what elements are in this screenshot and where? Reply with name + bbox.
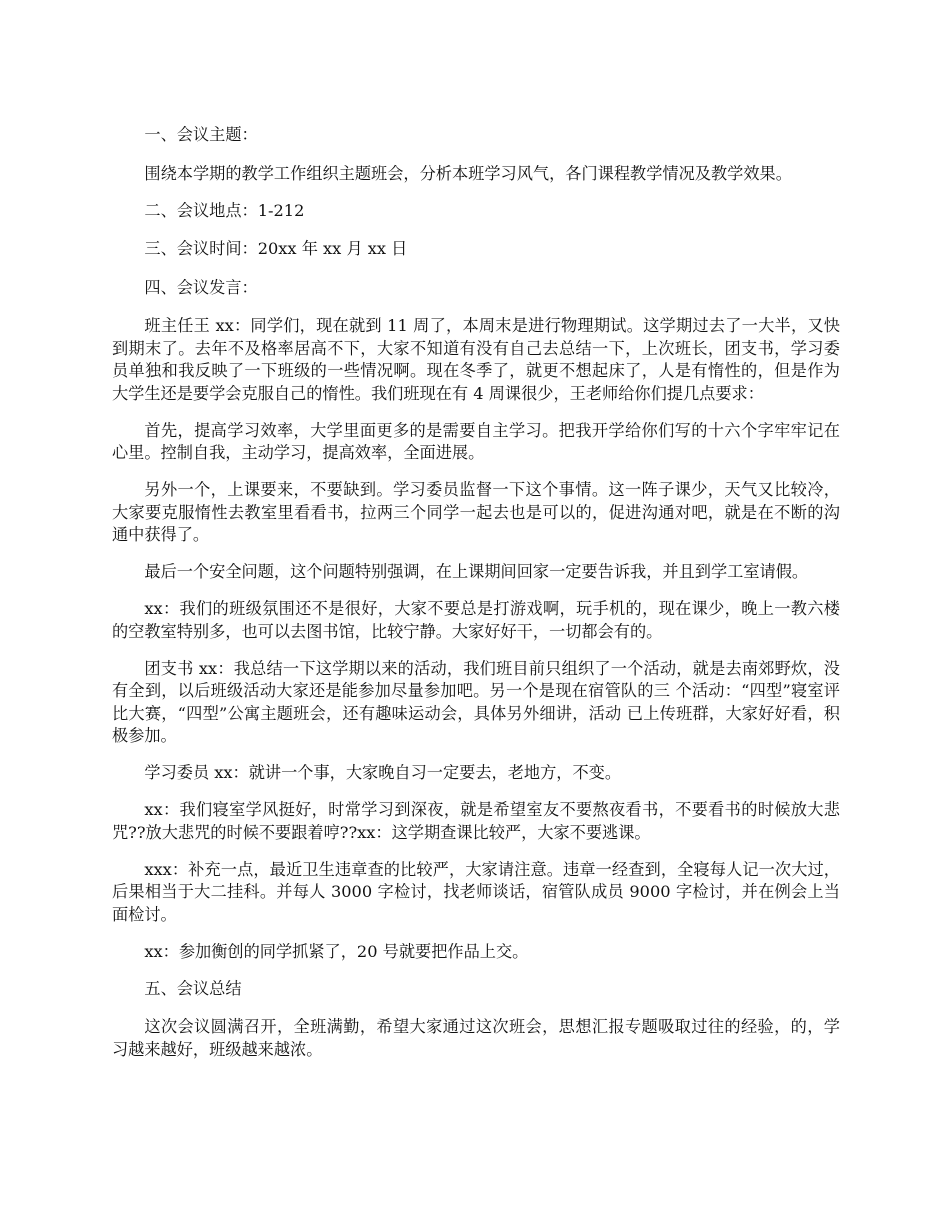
speech-paragraph-class-atmosphere: xx：我们的班级氛围还不是很好，大家不要总是打游戏啊，玩手机的，现在课少，晚上一教六楼的空教室特别多，也可以去图书馆，比较宁静。大家好好干，一切都会有的。 — [112, 599, 840, 641]
section-heading-speeches: 四、会议发言： — [144, 277, 258, 297]
speech-paragraph-dorm: xx：我们寝室学风挺好，时常学习到深夜，就是希望室友不要熬夜看书，不要看书的时候放大悲咒??放大悲咒的时候不要跟着哼??xx：这学期查课比较严，大家不要逃课。 — [112, 800, 840, 842]
section-heading-time: 三、会议时间：20xx 年 xx 月 xx 日 — [144, 239, 408, 258]
speech-paragraph-competition: xx：参加衡创的同学抓紧了，20 号就要把作品上交。 — [144, 941, 529, 961]
section-heading-summary: 五、会议总结 — [144, 978, 242, 998]
speech-paragraph-study-committee: 学习委员 xx：就讲一个事，大家晚自习一定要去，老地方，不变。 — [144, 763, 622, 782]
speech-paragraph-hygiene: xxx：补充一点，最近卫生违章查的比较严，大家请注意。违章一经查到，全寝每人记一次大过，后果相当于大二挂科。并每人 3000 字检讨，找老师谈话，宿管队成员 9000 字检讨，并在例会上当面检讨。 — [112, 859, 840, 924]
speech-paragraph-league-secretary: 团支书 xx：我总结一下这学期以来的活动，我们班目前只组织了一个活动，就是去南郊野炊，没有全到，以后班级活动大家还是能参加尽量参加吧。另一个是现在宿管队的三 个活动：“四型”寝室评比大赛，“四型”公寓主题班会，还有趣味运动会，具体另外细讲，活动 已上传班群，大家好好看，积极参加。 — [112, 658, 840, 745]
speech-paragraph-head-teacher: 班主任王 xx：同学们，现在就到 11 周了，本周末是进行物理期试。这学期过去了一大半，又快到期末了。去年不及格率居高不下，大家不知道有没有自己去总结一下，上次班长，团支书，学习委员单独和我反映了一下班级的一些情况啊。现在冬季了，就更不想起床了，人是有惰性的，但是作为大学生还是要学会克服自己的惰性。我们班现在有 4 周课很少，王老师给你们提几点要求： — [112, 316, 840, 403]
speech-paragraph-safety: 最后一个安全问题，这个问题特别强调，在上课期间回家一定要告诉我，并且到学工室请假。 — [144, 562, 809, 581]
document-page — [112, 124, 840, 1076]
speech-paragraph-attendance: 另外一个，上课要来，不要缺到。学习委员监督一下这个事情。这一阵子课少，天气又比较冷，大家要克服惰性去教室里看看书，拉两三个同学一起去也是可以的，促进沟通对吧，就是在不断的沟通中获得了。 — [112, 480, 840, 544]
topic-paragraph: 围绕本学期的教学工作组织主题班会，分析本班学习风气，各门课程教学情况及教学效果。 — [144, 163, 792, 183]
summary-paragraph: 这次会议圆满召开，全班满勤，希望大家通过这次班会，思想汇报专题吸取过往的经验，的，学习越来越好，班级越来越浓。 — [112, 1017, 840, 1059]
section-heading-topic: 一、会议主题： — [144, 125, 258, 144]
speech-paragraph-first-requirement: 首先，提高学习效率，大学里面更多的是需要自主学习。把我开学给你们写的十六个字牢牢记在心里。控制自我，主动学习，提高效率，全面进展。 — [112, 420, 840, 462]
section-heading-location: 二、会议地点：1-212 — [144, 200, 305, 220]
